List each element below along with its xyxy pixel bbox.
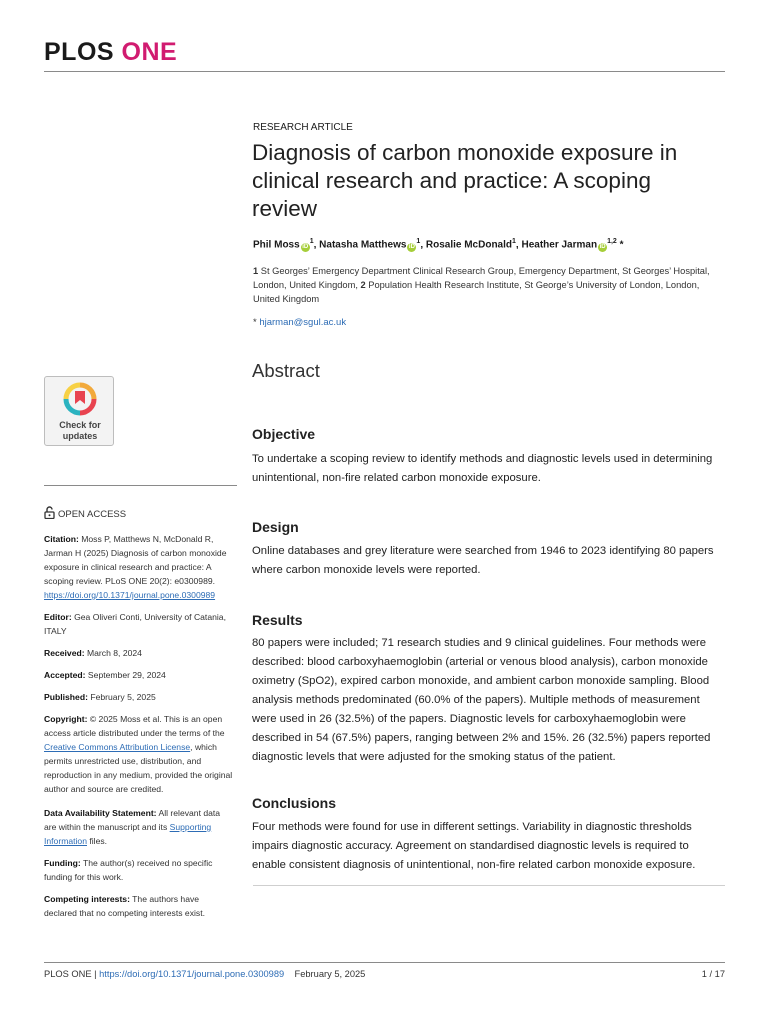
- check-for-updates-button[interactable]: [44, 376, 114, 446]
- published-label: Published:: [44, 692, 88, 702]
- competing-interests-block: [44, 892, 234, 920]
- orcid-icon[interactable]: iD: [408, 244, 415, 251]
- funding-label: Funding:: [44, 858, 81, 868]
- author-separator: *: [616, 239, 624, 251]
- footer-date: February 5, 2025: [294, 969, 366, 979]
- data-availability-text: All relevant data are within the manuscript and its: [44, 808, 221, 832]
- author-affil-sup: 1: [512, 238, 516, 245]
- published-date: [44, 690, 234, 704]
- accepted-text: September 29, 2024: [85, 670, 166, 680]
- objective-heading: Objective: [252, 426, 316, 442]
- competing-label: Competing interests:: [44, 894, 130, 904]
- author-name[interactable]: Rosalie McDonald: [425, 239, 513, 251]
- affil-number: 1: [253, 266, 259, 276]
- footer-journal: PLOS ONE |: [44, 969, 100, 979]
- design-heading: Design: [252, 519, 299, 535]
- journal-logo: [44, 38, 177, 67]
- copyright-block: [44, 712, 234, 796]
- affil-text: Population Health Research Institute, St George’s University of London, London, United Kingdom: [253, 280, 700, 304]
- logo-plos: PLOS: [44, 38, 115, 66]
- copyright-text: © 2025 Moss et al. This is an open access article distributed under the terms of the: [44, 714, 225, 738]
- received-date: [44, 646, 234, 660]
- author-affil-sup: 1: [309, 238, 314, 245]
- abstract-divider: [253, 885, 725, 886]
- citation-block: [44, 532, 234, 602]
- check-updates-label: Check for updates: [59, 420, 101, 441]
- footer-doi-link[interactable]: https://doi.org/10.1371/journal.pone.0300989: [99, 969, 285, 979]
- article-type: RESEARCH ARTICLE: [253, 122, 353, 133]
- corr-star: *: [253, 317, 260, 328]
- received-label: Received:: [44, 648, 85, 658]
- corresponding-author: [253, 317, 346, 328]
- author-separator: ,: [313, 239, 320, 251]
- funding-text: The author(s) received no specific funding for this work.: [44, 858, 213, 882]
- author-list: [253, 238, 623, 252]
- affiliations: [253, 264, 725, 306]
- author-name[interactable]: Heather Jarman: [521, 239, 598, 251]
- citation-doi-link[interactable]: https://doi.org/10.1371/journal.pone.0300989: [44, 590, 216, 600]
- author-separator: ,: [420, 239, 426, 251]
- editor-block: [44, 610, 234, 638]
- page-number: 1 / 17: [701, 969, 725, 979]
- header-divider: [44, 71, 725, 72]
- editor-text: Gea Oliveri Conti, University of Catania, ITALY: [44, 612, 226, 636]
- license-link[interactable]: Creative Commons Attribution License: [44, 742, 191, 752]
- article-title: Diagnosis of carbon monoxide exposure in clinical research and practice: A scoping review: [252, 140, 678, 221]
- author-affil-sup: 1,2: [607, 238, 617, 245]
- open-access-label: OPEN ACCESS: [58, 509, 127, 520]
- data-availability-label: Data Availability Statement:: [44, 808, 157, 818]
- supporting-information-link[interactable]: Supporting Information: [44, 822, 212, 846]
- accepted-date: [44, 668, 234, 682]
- received-text: March 8, 2024: [84, 648, 142, 658]
- results-text: 80 papers were included; 71 research studies and 9 clinical guidelines. Four methods were described: blood carboxyhaemoglobin (arterial or venous blood analysis), carbon monoxide oximetry (SpO2), expired carbon monoxide, and ambient carbon monoxide sampling. Blood analysis methods predominated (60.0% of the papers). Multiple methods of measurement were used in 26 (32.5%) of the papers. Diagnostic levels for carboxyhaemoglobin were described in 54 (67.5%) papers, ranging between 2% and 15%. 26 (32.5%) papers reported diagnostic levels that were adjusted for the smoking status of the patient.: [252, 637, 711, 763]
- copyright-label: Copyright:: [44, 714, 88, 724]
- footer-divider: [44, 962, 725, 963]
- page-footer: [44, 969, 365, 979]
- orcid-icon[interactable]: iD: [599, 244, 606, 251]
- objective-text: To undertake a scoping review to identify methods and diagnostic levels used in determining unintentional, non-fire related carbon monoxide exposure.: [252, 453, 713, 484]
- conclusions-heading: Conclusions: [252, 795, 337, 811]
- editor-label: Editor:: [44, 612, 72, 622]
- citation-label: Citation:: [44, 534, 79, 544]
- open-lock-icon: [44, 506, 55, 519]
- check-updates-icon: [63, 382, 97, 418]
- abstract-heading: Abstract: [252, 360, 320, 381]
- design-text: Online databases and grey literature were searched from 1946 to 2023 identifying 80 papers where carbon monoxide levels were reported.: [252, 545, 714, 576]
- affil-number: 2: [360, 280, 366, 290]
- author-affil-sup: 1: [416, 238, 421, 245]
- sidebar-divider: [44, 485, 237, 486]
- competing-text: The authors have declared that no competing interests exist.: [44, 894, 205, 918]
- logo-one: ONE: [121, 38, 178, 66]
- accepted-label: Accepted:: [44, 670, 86, 680]
- author-name[interactable]: Phil Moss: [253, 239, 300, 251]
- conclusions-text: Four methods were found for use in different settings. Variability in diagnostic thresholds impairs diagnostic accuracy. Agreement on standardised diagnostic levels is required to enable consistent diagnosis of unintentional, non-fire related carbon monoxide exposure.: [252, 821, 696, 871]
- citation-text: Moss P, Matthews N, McDonald R, Jarman H (2025) Diagnosis of carbon monoxide exposure in clinical research and practice: A scoping review. PLoS ONE 20(2): e0300989.: [44, 534, 227, 586]
- corr-email-link[interactable]: hjarman@sgul.ac.uk: [259, 317, 347, 328]
- author-name[interactable]: Natasha Matthews: [319, 239, 407, 251]
- orcid-icon[interactable]: iD: [302, 244, 309, 251]
- data-availability-text: files.: [87, 836, 108, 846]
- author-separator: ,: [515, 239, 522, 251]
- affil-text: St Georges’ Emergency Department Clinical Research Group, Emergency Department, St Georges’ Hospital, London, United Kingdom,: [253, 266, 710, 290]
- results-heading: Results: [252, 612, 303, 628]
- published-text: February 5, 2025: [87, 692, 156, 702]
- open-access-badge: [44, 506, 126, 520]
- copyright-text: , which permits unrestricted use, distribution, and reproduction in any medium, provided the original author and source are credited.: [44, 742, 233, 794]
- data-availability-block: [44, 806, 234, 848]
- funding-block: [44, 856, 234, 884]
